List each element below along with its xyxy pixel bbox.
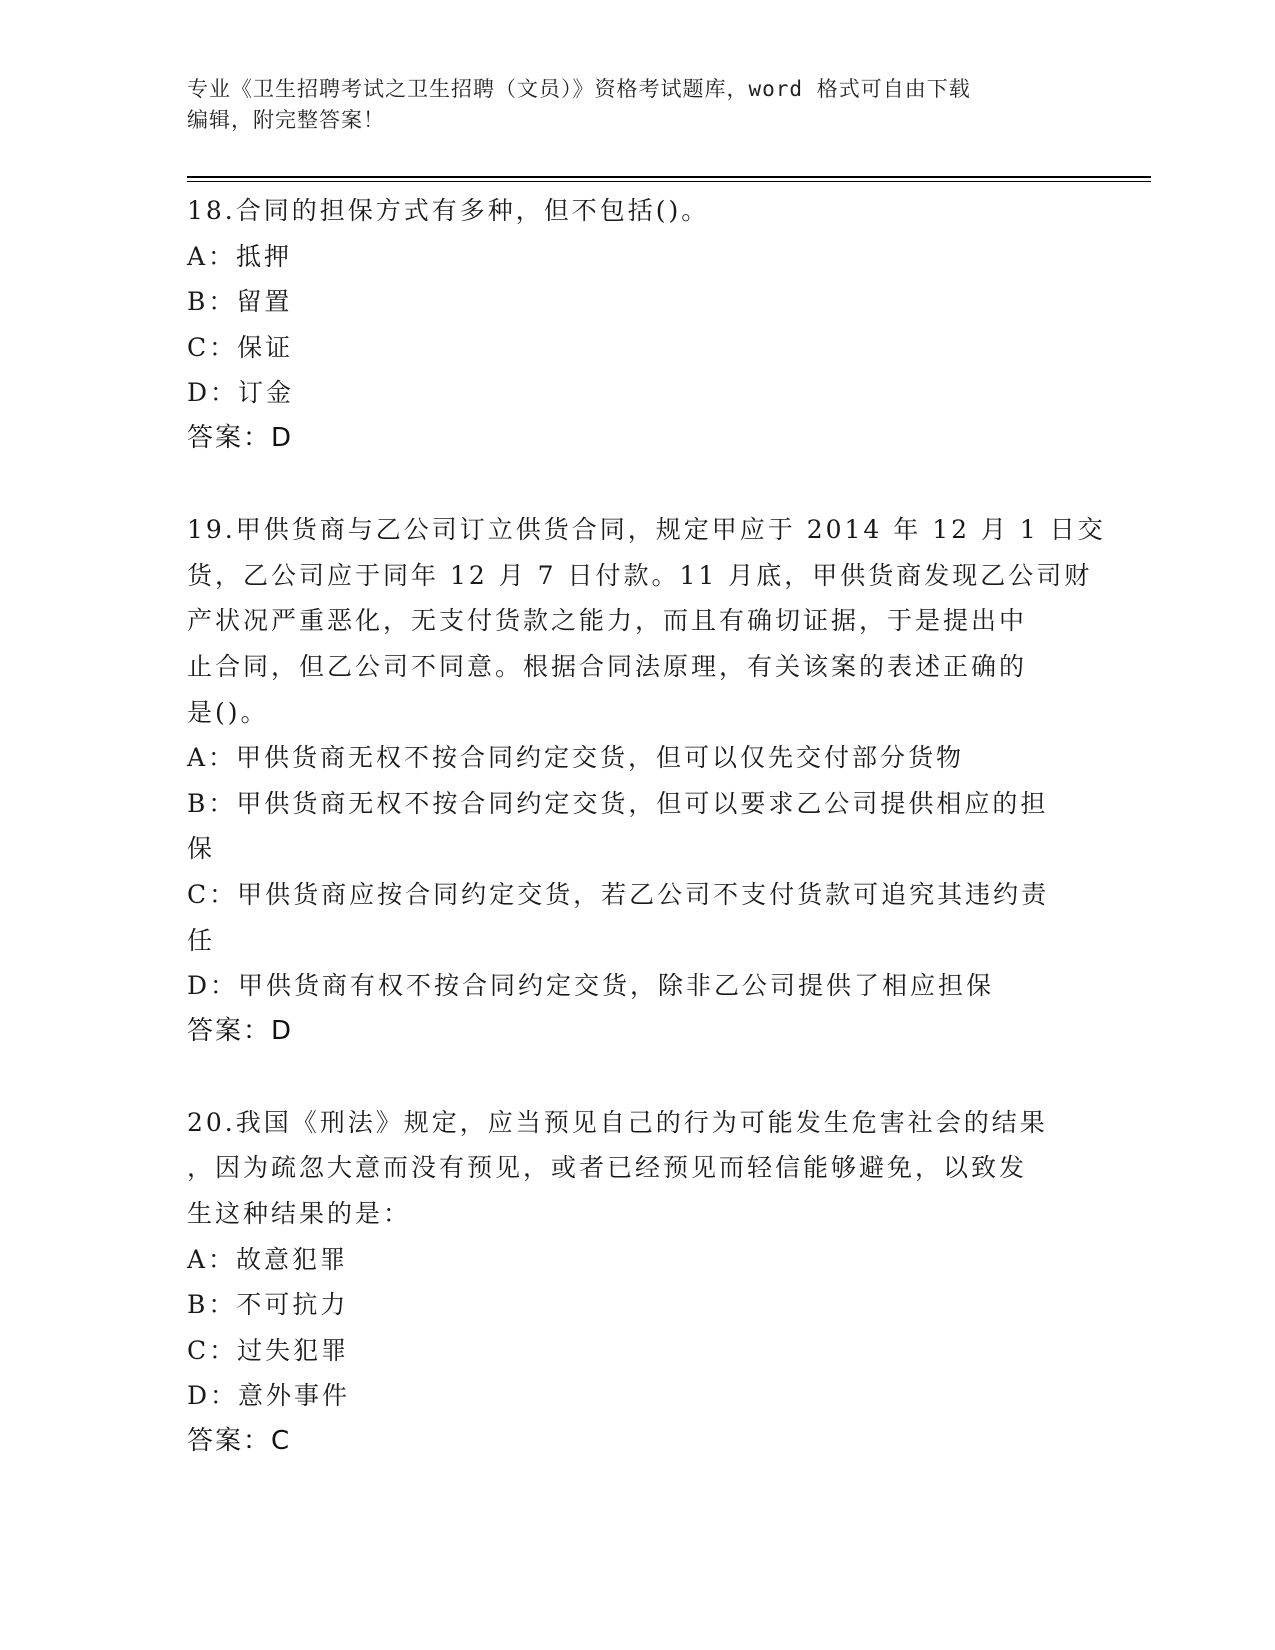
spacer [187,1054,1087,1100]
option-c-continued: 任 [187,925,216,955]
question-text: 货，乙公司应于同年 12 月 7 日付款。11 月底，甲供货商发现乙公司财 [187,560,1093,590]
option-d: D：意外事件 [187,1381,351,1411]
question-text: 生这种结果的是： [187,1199,412,1229]
header-rule-thin [187,181,1151,182]
header-line: 编辑，附完整答案！ [187,108,385,132]
question-text: ，因为疏忽大意而没有预见，或者已经预见而轻信能够避免，以致发 [187,1153,1028,1183]
question-text: 19.甲供货商与乙公司订立供货合同，规定甲应于 2014 年 12 月 1 日交 [187,515,1106,545]
question-18 [187,188,1087,462]
spacer [187,462,1087,508]
question-text: 是()。 [187,697,269,727]
option-c: C：过失犯罪 [187,1335,350,1365]
answer-label: 答案：C [187,1426,292,1457]
option-a: A：甲供货商无权不按合同约定交货，但可以仅先交付部分货物 [187,743,965,773]
option-a: A：抵押 [187,241,293,271]
question-list [187,188,1106,1465]
header-line: 专业《卫生招聘考试之卫生招聘（文员）》资格考试题库，word 格式可自由下载 [187,77,971,101]
question-20 [187,1100,1087,1465]
question-text: 产状况严重恶化，无支付货款之能力，而且有确切证据，于是提出中 [187,606,1028,636]
option-c: C：保证 [187,332,294,362]
option-a: A：故意犯罪 [187,1244,349,1274]
question-text: 20.我国《刑法》规定，应当预见自己的行为可能发生危害社会的结果 [187,1107,1048,1137]
question-text: 止合同，但乙公司不同意。根据合同法原理，有关该案的表述正确的 [187,651,1028,681]
header-rule-thick [187,176,1151,178]
answer-label: 答案：D [187,422,294,453]
answer-label: 答案：D [187,1015,294,1046]
option-b-continued: 保 [187,834,216,864]
document-header [187,74,1067,136]
option-b: B：甲供货商无权不按合同约定交货，但可以要求乙公司提供相应的担 [187,788,1049,818]
question-text: 18.合同的担保方式有多种，但不包括()。 [187,196,710,225]
option-c: C：甲供货商应按合同约定交货，若乙公司不支付货款可追究其违约责 [187,879,1050,909]
option-d: D：订金 [187,378,295,408]
option-b: B：留置 [187,287,293,317]
option-d: D：甲供货商有权不按合同约定交货，除非乙公司提供了相应担保 [187,971,995,1001]
question-19 [187,507,1106,1054]
option-b: B：不可抗力 [187,1290,349,1320]
